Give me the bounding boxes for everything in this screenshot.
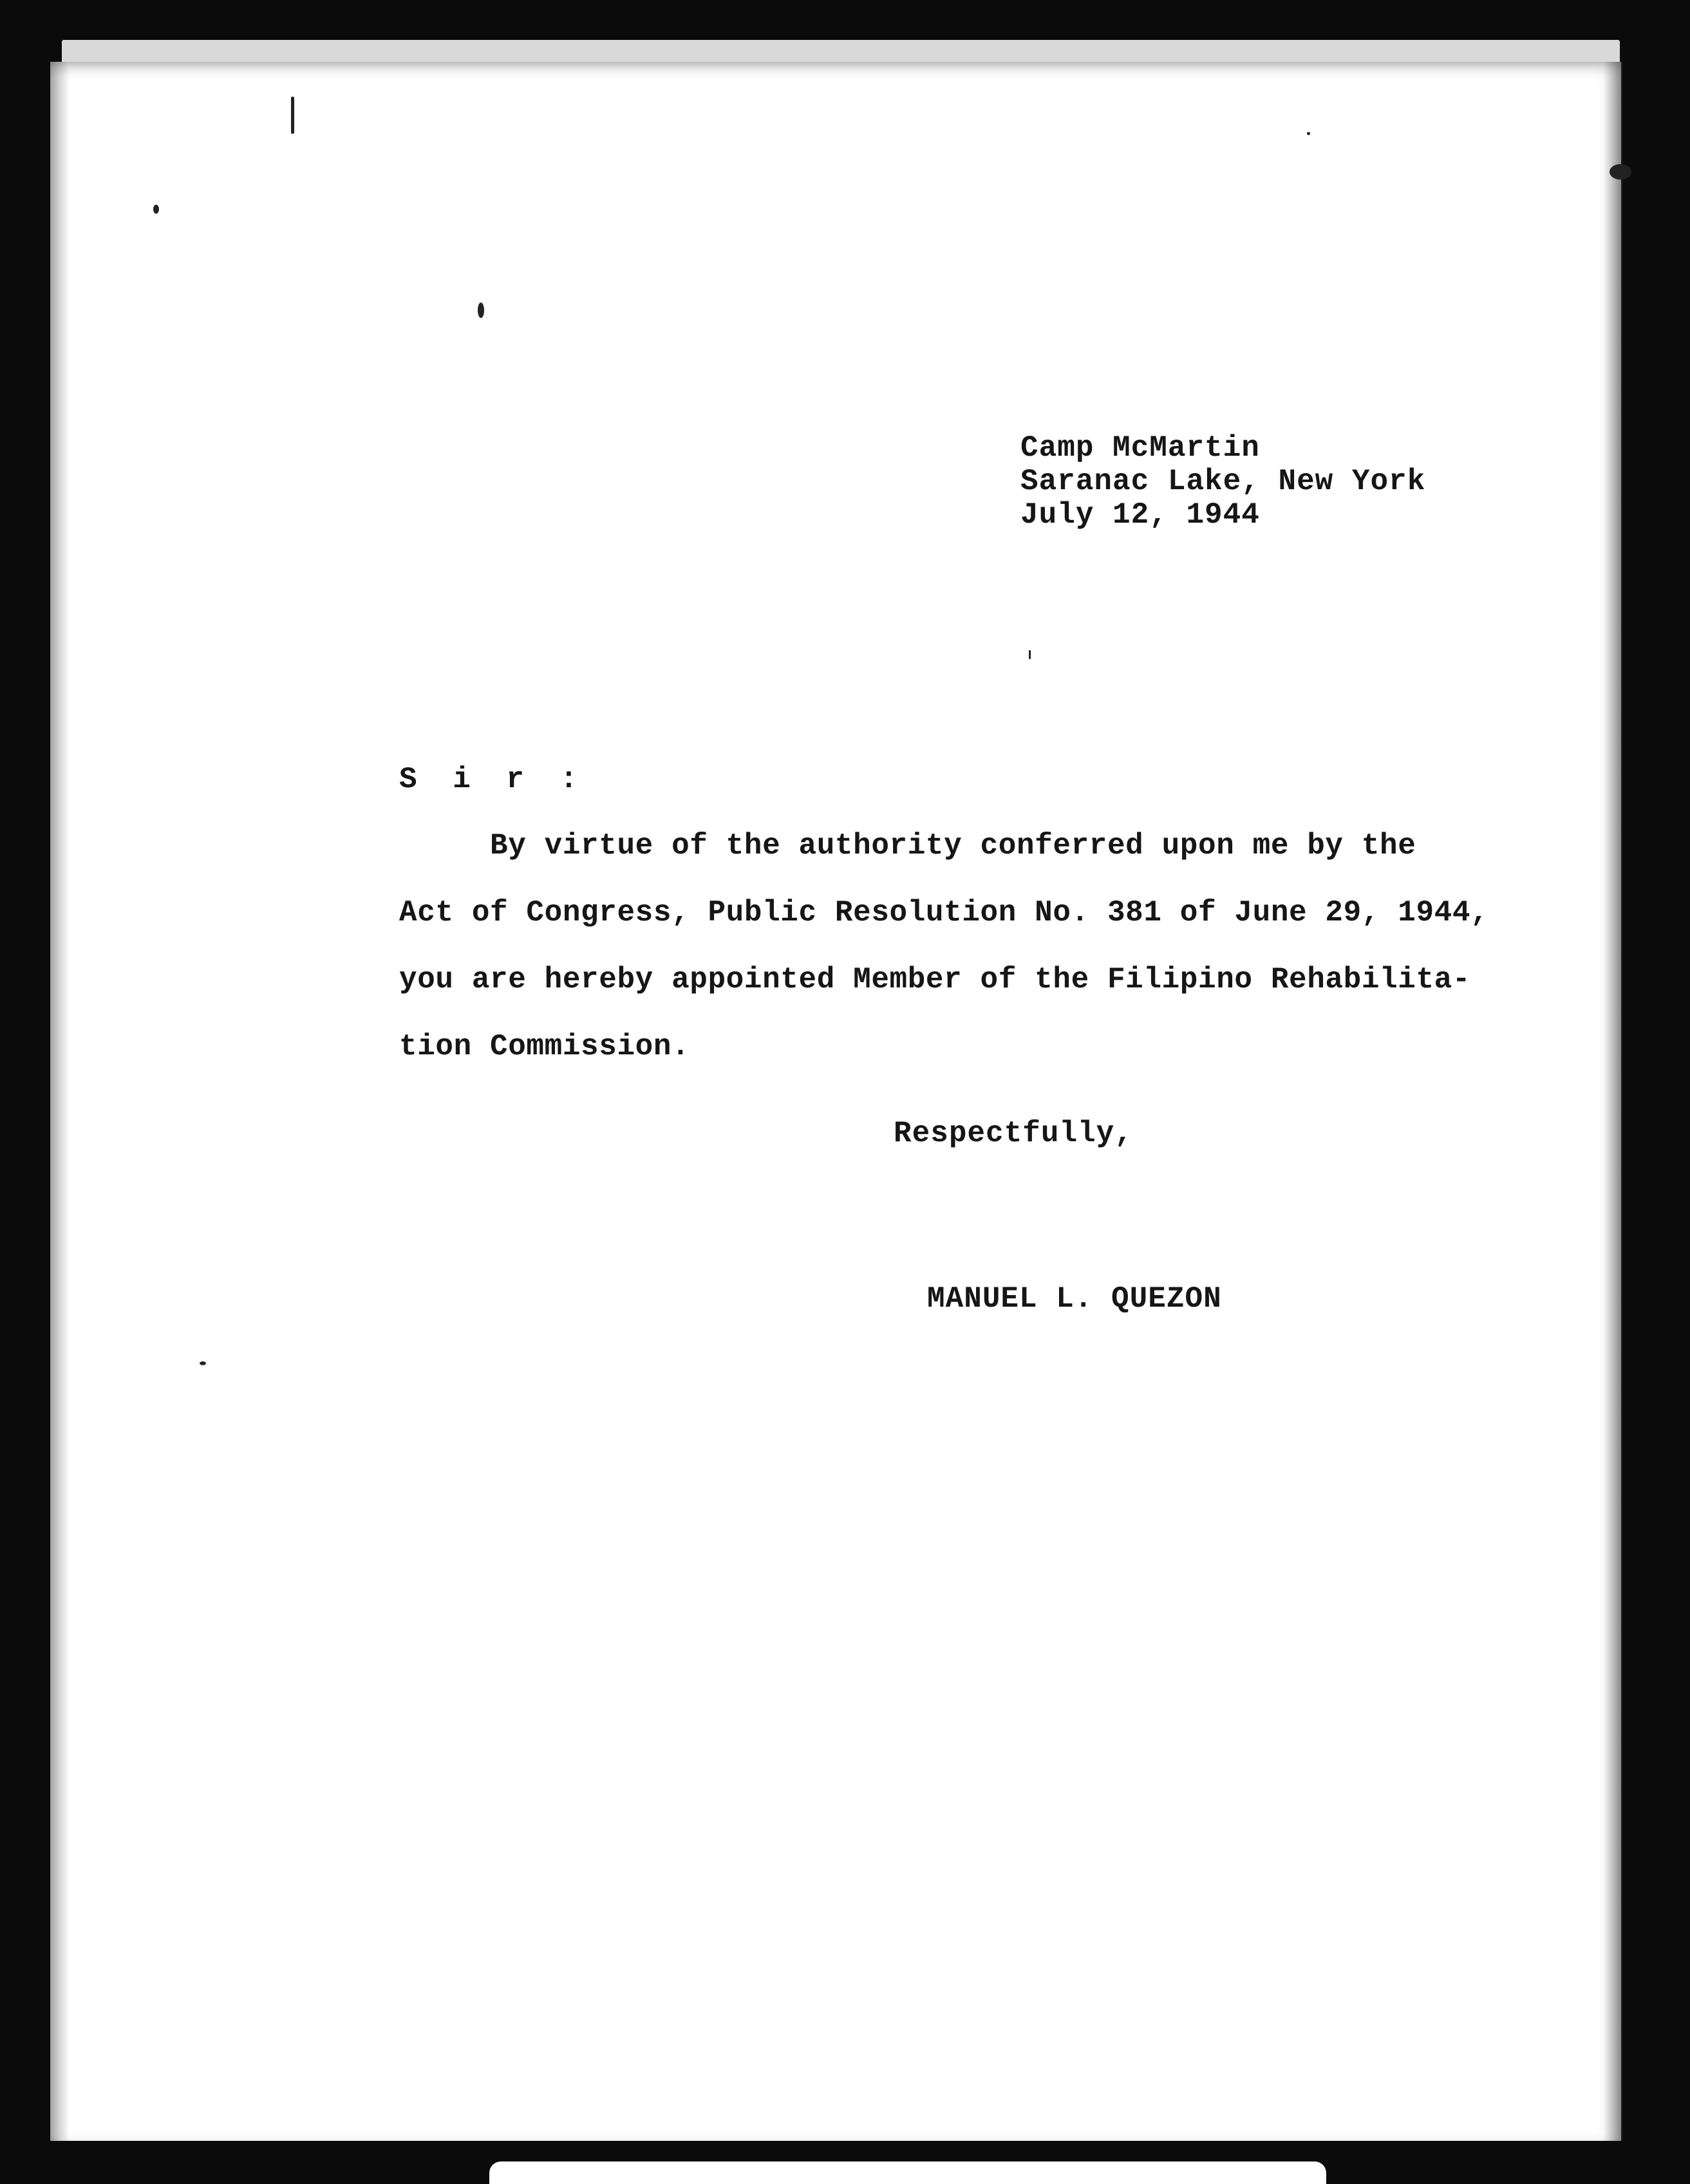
closing: Respectfully, (894, 1117, 1133, 1150)
scan-speck (1610, 164, 1631, 180)
body-line-4: tion Commission. (399, 1030, 690, 1063)
salutation: S i r : (399, 763, 587, 796)
scan-speck (478, 303, 484, 318)
page-edge-shadow-left (50, 62, 70, 2141)
body-line-3: you are hereby appointed Member of the Filipino Rehabilita- (399, 963, 1471, 996)
letter-page (50, 62, 1621, 2141)
page-edge-shadow-right (1603, 62, 1622, 2141)
lower-sheet-tab (489, 2161, 1326, 2184)
scan-speck (291, 97, 294, 134)
scan-speck (200, 1361, 206, 1365)
scan-speck (153, 205, 159, 214)
scan-speck (1029, 650, 1031, 659)
signature-name: MANUEL L. QUEZON (927, 1282, 1222, 1316)
body-line-2: Act of Congress, Public Resolution No. 381 of June 29, 1944, (399, 896, 1489, 929)
body-line-1: By virtue of the authority conferred upon me by the (399, 829, 1416, 863)
address-line-camp: Camp McMartin (1020, 431, 1260, 465)
scan-speck (1307, 132, 1310, 135)
letter-date: July 12, 1944 (1020, 498, 1260, 532)
address-line-location: Saranac Lake, New York (1020, 465, 1426, 498)
